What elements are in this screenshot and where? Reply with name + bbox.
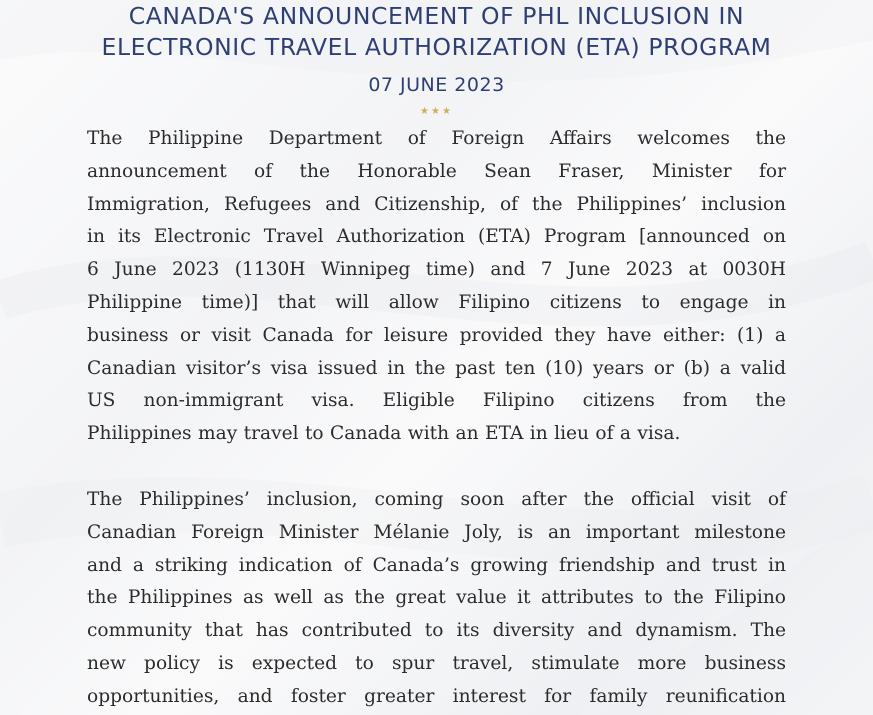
- paragraph-line: The Philippines’ inclusion, coming soon after the official visit of: [87, 489, 786, 510]
- paragraph-2: [87, 484, 786, 714]
- paragraph-1: [87, 123, 786, 451]
- title-line-1: CANADA'S ANNOUNCEMENT OF PHL INCLUSION IN: [128, 2, 745, 30]
- paragraph-line: Philippine time)] that will allow Filipino citizens to engage in: [87, 291, 786, 313]
- paragraph-line: Canadian Foreign Minister Mélanie Joly, is an important milestone: [87, 521, 786, 543]
- paragraph-line: opportunities, and foster greater interest for family reunification: [87, 685, 786, 707]
- paragraph-line: community that has contributed to its diversity and dynamism. The: [87, 620, 786, 642]
- paragraph-line: 6 June 2023 (1130H Winnipeg time) and 7 June 2023 at 0030H: [87, 259, 786, 281]
- release-date: 07 JUNE 2023: [368, 74, 505, 96]
- paragraph-line: Immigration, Refugees and Citizenship, of the Philippines’ inclusion: [87, 193, 786, 215]
- title-line-2: ELECTRONIC TRAVEL AUTHORIZATION (ETA) PROGRAM: [101, 33, 772, 61]
- paragraph-line: US non-immigrant visa. Eligible Filipino citizens from the: [87, 390, 786, 412]
- star-divider-icon: ★★★: [420, 106, 453, 117]
- paragraph-line: and a striking indication of Canada’s growing friendship and trust in: [87, 554, 786, 576]
- paragraph-line: Canadian visitor’s visa issued in the past ten (10) years or (b) a valid: [87, 357, 786, 379]
- paragraph-line: announcement of the Honorable Sean Fraser, Minister for: [87, 160, 786, 182]
- page-title: [0, 1, 873, 63]
- paragraph-line: Philippines may travel to Canada with an ETA in lieu of a visa.: [87, 423, 681, 445]
- paragraph-line: the Philippines as well as the great value it attributes to the Filipino: [87, 587, 786, 609]
- paragraph-line: business or visit Canada for leisure provided they have either: (1) a: [87, 324, 786, 346]
- paragraph-line: The Philippine Department of Foreign Affairs welcomes the: [87, 128, 786, 149]
- paragraph-line: in its Electronic Travel Authorization (ETA) Program [announced on: [87, 226, 786, 248]
- paragraph-line: new policy is expected to spur travel, stimulate more business: [87, 652, 786, 674]
